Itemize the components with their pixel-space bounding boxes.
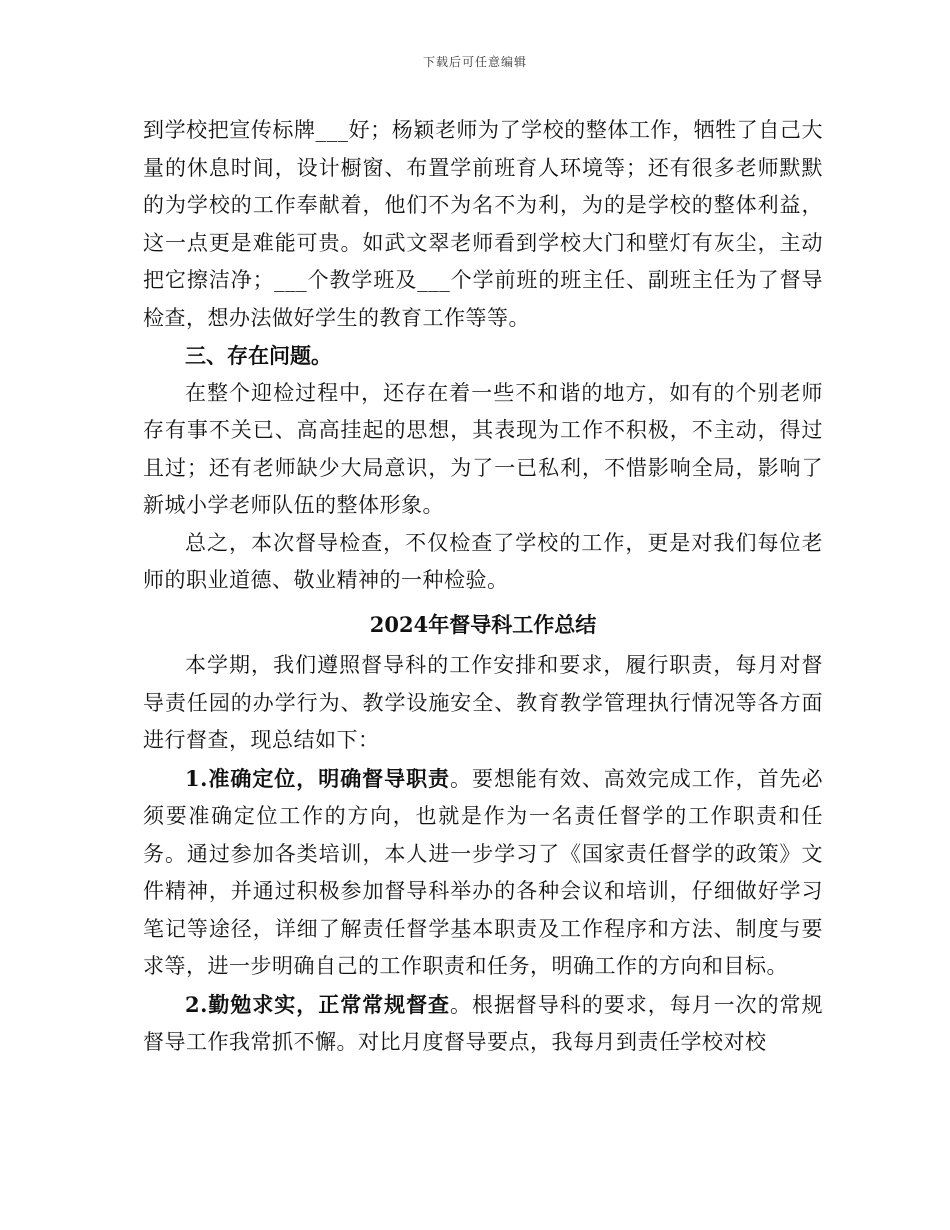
paragraph-conclusion: 总之，本次督导检查，不仅检查了学校的工作，更是对我们每位老师的职业道德、敬业精神的一种检验。 [143,530,823,592]
document-body [143,112,823,1062]
page-header: 下载后可任意编辑 [422,55,527,69]
point-2-heading: 2.勤勉求实，正常常规督查 [185,991,451,1017]
point-2-text: 。根据督导科的要求，每月一次的常规督导工作我常抓不懈。对比月度督导要点，我每月到责任学校对校 [143,992,824,1054]
paragraph-point-2 [143,986,823,1062]
document-title: 2024年督导科工作总结 [369,611,597,637]
paragraph-continuation: 到学校把宣传标牌___好；杨颖老师为了学校的整体工作，牺牲了自己大量的休息时间，设计橱窗、布置学前班育人环境等；还有很多老师默默的为学校的工作奉献着，他们不为名不为利，为的是学校的整体利益，这一点更是难能可贵。如武文翠老师看到学校大门和壁灯有灰尘，主动把它擦洁净；___个教学班及___个学前班的班主任、副班主任为了督导检查，想办法做好学生的教育工作等等。 [143,118,823,330]
section-heading-problems: 三、存在问题。 [185,343,332,368]
paragraph-intro: 本学期，我们遵照督导科的工作安排和要求，履行职责，每月对督导责任园的办学行为、教学设施安全、教育教学管理执行情况等各方面进行督查，现总结如下： [143,653,823,752]
paragraph-problems: 在整个迎检过程中，还存在着一些不和谐的地方，如有的个别老师存有事不关已、高高挂起的思想，其表现为工作不积极，不主动，得过且过；还有老师缺少大局意识，为了一已私利，不惜影响全局，影响了新城小学老师队伍的整体形象。 [143,380,823,517]
point-1-text: 。要想能有效、高效完成工作，首先必须要准确定位工作的方向，也就是作为一名责任督学的工作职责和任务。通过参加各类培训，本人进一步学习了《国家责任督学的政策》文件精神，并通过积极参加督导科举办的各种会议和培训，仔细做好学习笔记等途径，详细了解责任督学基本职责及工作程序和方法、制度与要求等，进一步明确自己的工作职责和任务，明确工作的方向和目标。 [143,766,824,978]
paragraph-point-1 [143,760,823,986]
point-1-heading: 1.准确定位，明确督导职责 [185,765,451,791]
